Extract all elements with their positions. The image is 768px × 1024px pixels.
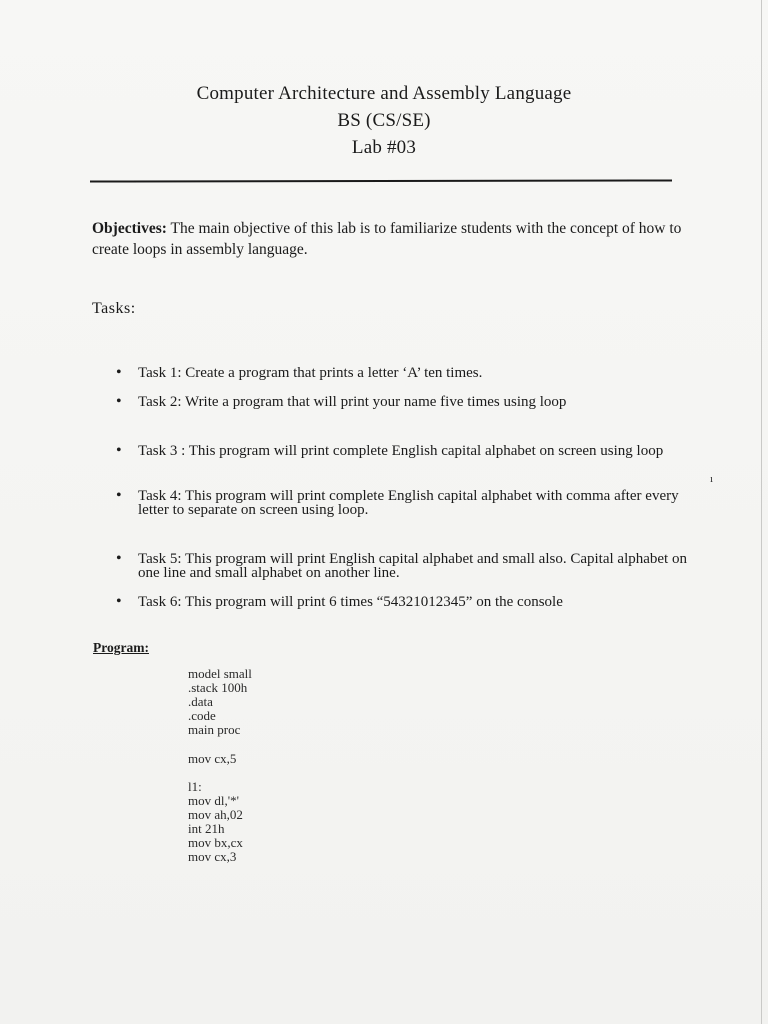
bullet-icon: • [116,393,122,410]
task-item-1 [116,366,696,380]
header-divider [90,179,672,182]
lab-title: Lab #03 [351,137,417,158]
task-text-5: Task 5: This program will print English capital alphabet and small also. Capital alphabet on one line and small alphabet on another line. [138,551,687,581]
bullet-icon: • [116,442,122,459]
task-text-3: Task 3 : This program will print complete English capital alphabet on screen using loop [138,443,664,459]
bullet-icon: • [116,487,122,504]
task-item-6 [116,595,696,609]
objectives-text: The main objective of this lab is to familiarize students with the concept of how to create loops in assembly language. [92,220,682,258]
task-text-4: Task 4: This program will print complete English capital alphabet with comma after every letter to separate on screen using loop. [138,488,679,518]
code-line: model small [188,666,252,681]
bullet-icon: • [116,364,122,381]
code-line: mov cx,5 [188,751,237,766]
task-item-3 [116,444,696,458]
code-block-init [188,752,236,766]
code-line: mov dl,'*' [188,793,239,808]
task-item-5 [116,552,696,580]
task-text-1: Task 1: Create a program that prints a letter ‘A’ ten times. [138,365,483,381]
objectives-label: Objectives: [92,220,167,237]
code-line: .stack 100h [188,680,248,695]
task-text-6: Task 6: This program will print 6 times “54321012345” on the console [138,594,563,610]
objectives-paragraph [92,218,697,260]
program-heading: Program: [93,640,149,655]
code-block-setup [188,667,252,737]
bullet-icon: • [116,593,122,610]
margin-mark: ı [710,473,714,485]
code-line: int 21h [188,821,225,836]
code-line: mov cx,3 [188,849,237,864]
bullet-icon: • [116,550,122,567]
code-line: .data [188,694,213,709]
program-title: BS (CS/SE) [337,110,431,131]
task-text-2: Task 2: Write a program that will print your name five times using loop [138,394,567,410]
task-item-2 [116,395,696,409]
task-item-4 [116,489,696,517]
tasks-heading: Tasks: [92,300,136,317]
code-line: main proc [188,722,241,737]
code-line: .code [188,708,216,723]
document-header [0,80,768,161]
code-block-loop [188,780,243,864]
code-line: mov ah,02 [188,807,243,822]
code-line: l1: [188,779,202,794]
course-title: Computer Architecture and Assembly Language [196,83,572,104]
code-line: mov bx,cx [188,835,243,850]
